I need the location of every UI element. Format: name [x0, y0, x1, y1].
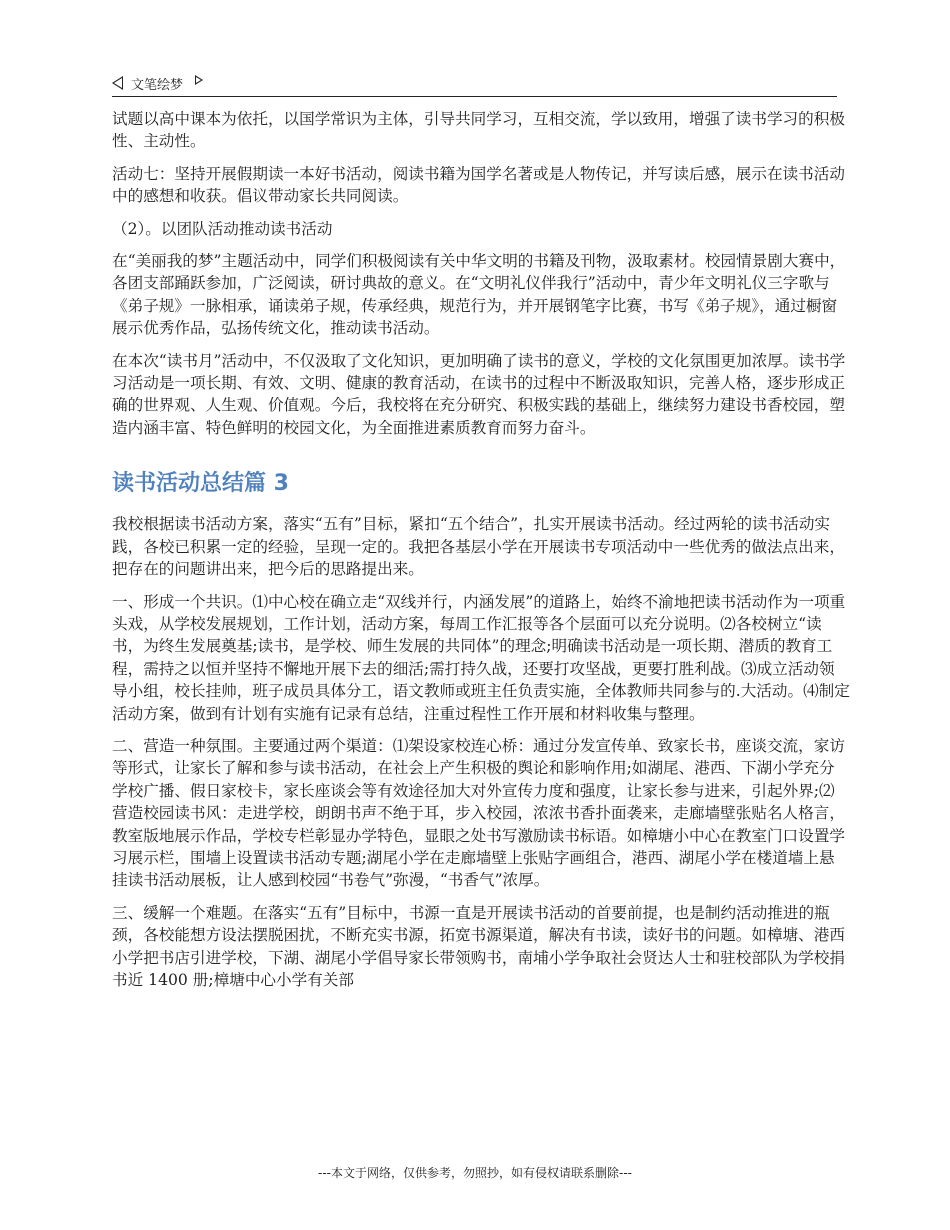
- paragraph: 我校根据读书活动方案，落实“五有”目标，紧扣“五个结合”，扎实开展读书活动。经过两轮的读书活动实践，各校已积累一定的经验，呈现一定的。我把各基层小学在开展读书专项活动中一些优秀的做法点出来，把存在的问题讲出来，把今后的思路提出来。: [112, 515, 845, 579]
- section-heading: 读书活动总结篇 3: [112, 471, 289, 497]
- paragraph: 试题以高中课本为依托，以国学常识为主体，引导共同学习，互相交流，学以致用，增强了读书学习的积极性、主动性。: [112, 110, 845, 151]
- page-footer: ---本文于网络，仅供参考，勿照抄，如有侵权请联系删除---: [318, 1166, 632, 1180]
- triangle-right-icon: [195, 75, 203, 85]
- header-title: 文笔绘梦: [131, 77, 184, 93]
- paragraph: 活动七：坚持开展假期读一本好书活动，阅读书籍为国学名著或是人物传记，并写读后感，展示在读书活动中的感想和收获。倡议带动家长共同阅读。: [112, 164, 845, 206]
- document-body: [112, 108, 850, 1001]
- paragraph: 三、缓解一个难题。在落实“五有”目标中，书源一直是开展读书活动的首要前提，也是制约活动推进的瓶颈，各校能想方设法摆脱困扰，不断充实书源，拓宽书源渠道，解决有书读，读好书的问题。如樟塘、港西小学把书店引进学校，下湖、湖尾小学倡导家长带领购书，南埔小学争取社会贤达人士和驻校部队为学校捐书近 1400 册;樟塘中心小学有关部: [112, 903, 845, 989]
- paragraph: 在“美丽我的梦”主题活动中，同学们积极阅读有关中华文明的书籍及刊物，汲取素材。校园情景剧大赛中，各团支部踊跃参加，广泛阅读，研讨典故的意义。在“文明礼仪伴我行”活动中，青少年文明礼仪三字歌与《弟子规》一脉相承，诵读弟子规，传承经典，规范行为，并开展钢笔字比赛，书写《弟子规》，通过橱窗展示优秀作品，弘扬传统文化，推动读书活动。: [112, 252, 846, 338]
- triangle-left-icon: [112, 76, 123, 90]
- paragraph: 在本次“读书月”活动中，不仅汲取了文化知识，更加明确了读书的意义，学校的文化氛围更加浓厚。读书学习活动是一项长期、有效、文明、健康的教育活动，在读书的过程中不断汲取知识，完善人格，逐步形成正确的世界观、人生观、价值观。今后，我校将在充分研究、积极实践的基础上，继续努力建设书香校园，塑造内涵丰富、特色鲜明的校园文化，为全面推进素质教育而努力奋斗。: [112, 351, 846, 437]
- paragraph: （2）。以团队活动推动读书活动: [112, 219, 333, 238]
- paragraph: 一、形成一个共识。⑴中心校在确立走“双线并行，内涵发展”的道路上，始终不渝地把读书活动作为一项重头戏，从学校发展规划，工作计划，活动方案，每周工作汇报等各个层面可以充分说明。⑵各校树立“读书，为终生发展奠基;读书，是学校、师生发展的共同体”的理念;明确读书活动是一项长期、潜质的教育工程，需持之以恒并坚持不懈地开展下去的细活;需打持久战，还要打攻坚战，更要打胜利战。⑶成立活动领导小组，校长挂帅，班子成员具体分工，语文教师或班主任负责实施，全体教师共同参与的.大活动。⑷制定活动方案，做到有计划有实施有记录有总结，注重过程性工作开展和材料收集与整理。: [112, 592, 850, 723]
- page-header: [112, 70, 837, 97]
- paragraph: 二、营造一种氛围。主要通过两个渠道：⑴架设家校连心桥：通过分发宣传单、致家长书，座谈交流，家访等形式，让家长了解和参与读书活动，在社会上产生积极的舆论和影响作用;如湖尾、港西、下湖小学充分学校广播、假日家校卡，家长座谈会等有效途径加大对外宣传力度和强度，让家长参与进来，引起外界;⑵营造校园读书风：走进学校，朗朗书声不绝于耳，步入校园，浓浓书香扑面袭来，走廊墙壁张贴名人格言，教室版地展示作品，学校专栏彰显办学特色，显眼之处书写激励读书标语。如樟塘小中心在教室门口设置学习展示栏，围墙上设置读书活动专题;湖尾小学在走廊墙壁上张贴字画组合，港西、湖尾小学在楼道墙上悬挂读书活动展板，让人感到校园“书卷气”弥漫，“书香气”浓厚。: [112, 736, 845, 890]
